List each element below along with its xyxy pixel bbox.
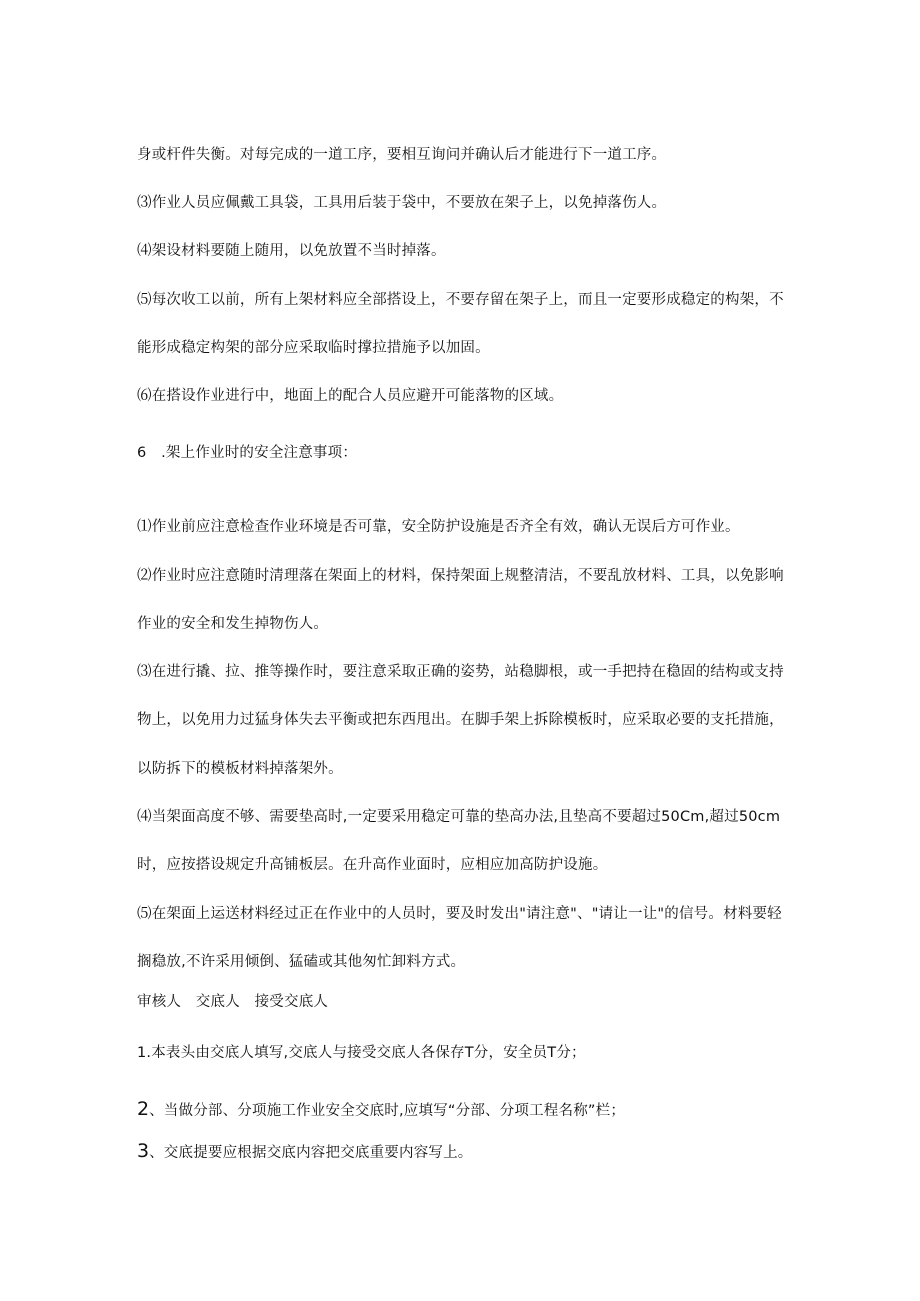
note-text: 、当做分部、分项施工作业安全交底时,应填写“分部、分项工程名称”栏； <box>149 1103 626 1119</box>
paragraph-line: 以防拆下的模板材料掉落架外。 <box>137 761 343 777</box>
paragraph-line: ⑹在搭设作业进行中，地面上的配合人员应避开可能落物的区域。 <box>137 388 564 404</box>
paragraph-line: 搁稳放,不许采用倾倒、猛磕或其他匆忙卸料方式。 <box>137 954 466 970</box>
note-text: 、交底提要应根据交底内容把交底重要内容写上。 <box>149 1145 473 1161</box>
paragraph-line: 物上，以免用力过猛身体失去平衡或把东西甩出。在脚手架上拆除模板时，应采取必要的支托措施， <box>137 712 784 728</box>
note-line: 1.本表头由交底人填写,交底人与接受交底人各保存T分，安全员T分； <box>137 1045 586 1061</box>
paragraph-line: ⑶作业人员应佩戴工具袋，工具用后装于袋中，不要放在架子上，以免掉落伤人。 <box>137 195 667 211</box>
numbered-note <box>137 1139 473 1165</box>
section-heading: 6 .架上作业时的安全注意事项： <box>137 445 358 461</box>
paragraph-line: ⑸在架面上运送材料经过正在作业中的人员时，要及时发出"请注意"、"请让一让"的信号。材料要轻 <box>137 906 782 922</box>
note-number: 2 <box>137 1098 150 1120</box>
paragraph-line: ⑷当架面高度不够、需要垫高时,一定要采用稳定可靠的垫高办法,且垫高不要超过50Cm,超过50cm <box>137 809 781 825</box>
numbered-note <box>137 1097 625 1123</box>
paragraph-line: ⑵作业时应注意随时清理落在架面上的材料，保持架面上规整清洁，不要乱放材料、工具，以免影响 <box>137 568 784 584</box>
paragraph-line: ⑷架设材料要随上随用，以免放置不当时掉落。 <box>137 243 446 259</box>
paragraph-line: 身或杆件失衡。对每完成的一道工序，要相互询问并确认后才能进行下一道工序。 <box>137 147 667 163</box>
paragraph-line: ⑶在进行撬、拉、推等操作时，要注意采取正确的姿势，站稳脚根，或一手把持在稳固的结构或支持 <box>137 664 784 680</box>
paragraph-line: 时，应按搭设规定升高铺板层。在升高作业面时，应相应加高防护设施。 <box>137 857 608 873</box>
paragraph-line: 能形成稳定构架的部分应采取临时撑拉措施予以加固。 <box>137 340 490 356</box>
note-number: 3 <box>137 1140 150 1162</box>
signature-row: 审核人 交底人 接受交底人 <box>137 994 329 1010</box>
paragraph-line: ⑸每次收工以前，所有上架材料应全部搭设上，不要存留在架子上，而且一定要形成稳定的构架，不 <box>137 292 784 308</box>
paragraph-line: 作业的安全和发生掉物伤人。 <box>137 616 329 632</box>
paragraph-line: ⑴作业前应注意检查作业环境是否可靠，安全防护设施是否齐全有效，确认无误后方可作业。 <box>137 519 740 535</box>
